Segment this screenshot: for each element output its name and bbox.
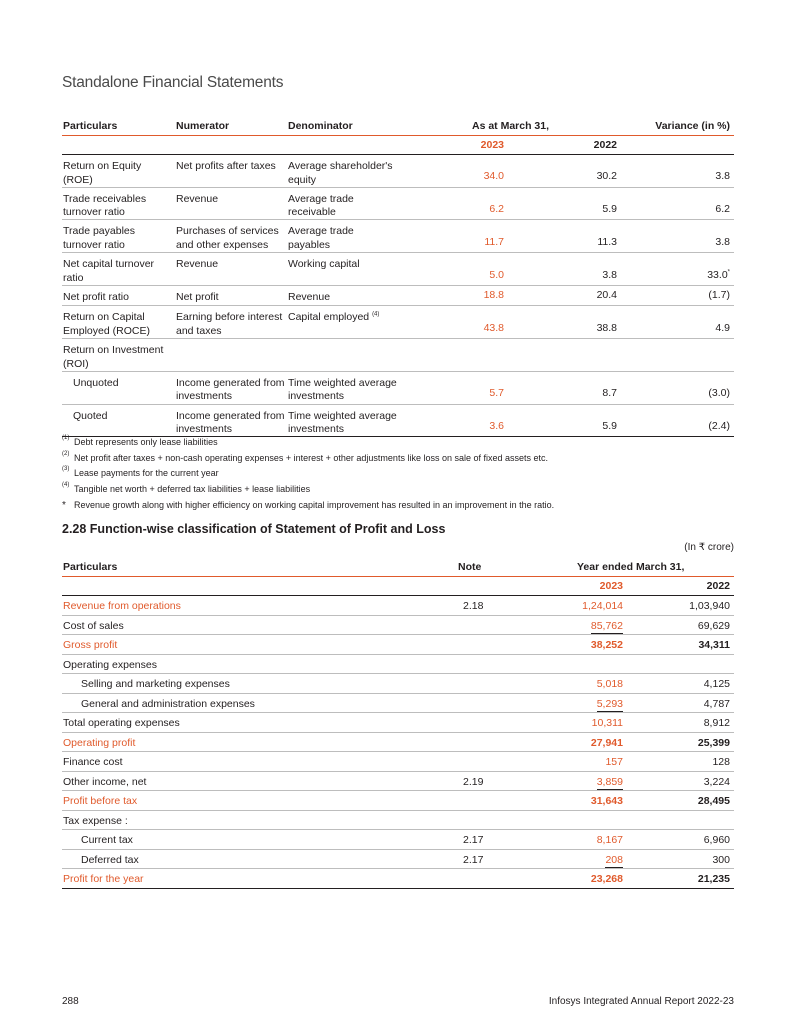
row-label: Operating profit bbox=[63, 736, 136, 749]
row-value-2022: 5.9 bbox=[602, 419, 617, 432]
report-name: Infosys Integrated Annual Report 2022-23 bbox=[548, 996, 734, 1007]
row-value-2022: 1,03,940 bbox=[689, 600, 730, 612]
table-row bbox=[62, 694, 734, 714]
row-value-2022: 300 bbox=[712, 853, 730, 866]
section-title: 2.28 Function-wise classification of Statement of Profit and Loss bbox=[62, 522, 446, 536]
header-year-2022: 2022 bbox=[593, 139, 617, 151]
table-row bbox=[62, 850, 734, 870]
row-label: Gross profit bbox=[63, 639, 118, 651]
row-value-2023: 85,762 bbox=[590, 619, 623, 632]
row-variance: 3.8 bbox=[715, 170, 730, 182]
row-particulars: Return on Capital Employed (ROCE) bbox=[63, 311, 150, 337]
table-row bbox=[62, 286, 734, 306]
row-value-2023: 5,293 bbox=[596, 697, 623, 710]
header-as-at: As at March 31, bbox=[472, 120, 550, 132]
ratios-year-row bbox=[62, 136, 734, 155]
header-variance: Variance (in %) bbox=[655, 120, 730, 132]
row-label: Operating expenses bbox=[63, 658, 157, 671]
row-numerator: Revenue bbox=[176, 192, 219, 205]
header-year-2022: 2022 bbox=[706, 580, 730, 592]
row-value-2022: 3.8 bbox=[602, 268, 617, 281]
pl-year-row bbox=[62, 577, 734, 596]
row-value-2022: 69,629 bbox=[697, 619, 730, 632]
row-value-2022: 30.2 bbox=[596, 170, 617, 182]
row-value-2023: 3,859 bbox=[596, 775, 623, 788]
footnote-mark: (4) bbox=[62, 482, 70, 489]
table-row bbox=[62, 616, 734, 636]
row-value-2023: 1,24,014 bbox=[582, 600, 623, 612]
row-value-2022: 20.4 bbox=[596, 288, 617, 301]
row-label: Selling and marketing expenses bbox=[81, 678, 230, 690]
footnote bbox=[62, 499, 734, 515]
footnote-text: Lease payments for the current year bbox=[74, 468, 219, 479]
footnote-text: Revenue growth along with higher efficiency on working capital improvement has resulted in an improvement in the ratio. bbox=[74, 499, 555, 510]
table-row bbox=[62, 596, 734, 616]
row-variance: (1.7) bbox=[708, 288, 730, 301]
row-label: Total operating expenses bbox=[63, 717, 180, 729]
row-numerator: Income generated from investments bbox=[176, 409, 285, 435]
variance-footnote-mark: * bbox=[727, 269, 730, 275]
footnote-mark: (2) bbox=[62, 450, 70, 457]
table-row bbox=[62, 339, 734, 372]
table-row bbox=[62, 869, 734, 889]
row-label: General and administration expenses bbox=[81, 697, 255, 710]
page-title: Standalone Financial Statements bbox=[62, 74, 284, 91]
row-denominator: Working capital bbox=[288, 258, 360, 270]
row-value-2022: 5.9 bbox=[602, 202, 617, 215]
row-value-2023: 43.8 bbox=[483, 321, 504, 334]
row-value-2022: 6,960 bbox=[703, 834, 730, 846]
row-value-2023: 5.7 bbox=[489, 387, 504, 399]
variance-value: 33.0 bbox=[707, 268, 728, 281]
footnote bbox=[62, 467, 734, 483]
row-numerator: Income generated from investments bbox=[176, 376, 285, 402]
row-value-2022: 8,912 bbox=[703, 717, 730, 729]
table-row bbox=[62, 253, 734, 286]
footnotes bbox=[62, 436, 734, 514]
row-particulars: Unquoted bbox=[73, 376, 119, 389]
unit-label: (In ₹ crore) bbox=[684, 542, 734, 553]
row-value-2023: 6.2 bbox=[489, 202, 504, 215]
row-value-2022: 8.7 bbox=[602, 387, 617, 399]
row-value-2023: 5.0 bbox=[489, 268, 504, 281]
footnote bbox=[62, 436, 734, 452]
header-particulars: Particulars bbox=[63, 120, 118, 132]
row-note: 2.19 bbox=[463, 775, 484, 788]
table-row bbox=[62, 674, 734, 694]
row-note: 2.17 bbox=[463, 853, 484, 866]
header-note: Note bbox=[458, 561, 482, 573]
table-row bbox=[62, 752, 734, 772]
row-value-2023: 34.0 bbox=[483, 170, 504, 182]
denominator-footnote-mark: (4) bbox=[372, 311, 380, 318]
pl-header-row bbox=[62, 556, 734, 577]
row-label: Tax expense : bbox=[63, 814, 128, 827]
row-variance: (3.0) bbox=[708, 387, 730, 399]
row-numerator: Net profit bbox=[176, 291, 219, 303]
table-row bbox=[62, 372, 734, 405]
row-particulars: Trade payables turnover ratio bbox=[63, 225, 135, 251]
table-row bbox=[62, 635, 734, 655]
table-row bbox=[62, 220, 734, 253]
ratios-table bbox=[62, 115, 734, 437]
header-particulars: Particulars bbox=[63, 561, 118, 573]
table-row bbox=[62, 733, 734, 753]
footnote-mark: (3) bbox=[62, 466, 70, 473]
footnote-mark: (1) bbox=[62, 435, 70, 441]
row-numerator: Revenue bbox=[176, 258, 219, 270]
row-label: Profit before tax bbox=[63, 795, 138, 807]
row-denominator: Average trade receivable bbox=[288, 192, 354, 218]
row-particulars: Return on Equity (ROE) bbox=[63, 160, 142, 186]
footnote-text: Net profit after taxes + non-cash operating expenses + interest + other adjustments like loss on sale of fixed assets etc. bbox=[74, 452, 549, 463]
row-label: Cost of sales bbox=[63, 619, 124, 632]
row-variance: 4.9 bbox=[715, 321, 730, 334]
header-year-ended: Year ended March 31, bbox=[577, 561, 685, 573]
row-value-2022: 34,311 bbox=[698, 639, 730, 651]
row-value-2022: 128 bbox=[712, 756, 730, 768]
profit-loss-table bbox=[62, 556, 734, 889]
row-variance bbox=[707, 269, 730, 283]
row-value-2022: 4,787 bbox=[703, 697, 730, 710]
table-row bbox=[62, 772, 734, 792]
row-value-2023: 10,311 bbox=[591, 717, 623, 729]
footnote-mark: * bbox=[62, 499, 66, 511]
row-particulars: Net profit ratio bbox=[63, 291, 129, 303]
row-value-2023: 23,268 bbox=[590, 873, 623, 885]
row-denominator: Time weighted average investments bbox=[288, 376, 397, 402]
row-variance: 6.2 bbox=[715, 202, 730, 215]
row-value-2023: 38,252 bbox=[590, 639, 623, 651]
table-row bbox=[62, 713, 734, 733]
row-value-2022: 25,399 bbox=[697, 736, 730, 749]
row-value-2022: 11.3 bbox=[597, 235, 617, 248]
row-value-2022: 38.8 bbox=[596, 321, 617, 334]
row-particulars: Trade receivables turnover ratio bbox=[63, 192, 147, 218]
table-row bbox=[62, 155, 734, 188]
footnote-text: Debt represents only lease liabilities bbox=[74, 437, 218, 447]
row-denominator: Revenue bbox=[288, 291, 331, 303]
footnote-text: Tangible net worth + deferred tax liabilities + lease liabilities bbox=[74, 484, 311, 495]
row-value-2023: 27,941 bbox=[590, 736, 623, 749]
row-label: Deferred tax bbox=[81, 853, 139, 866]
row-label: Other income, net bbox=[63, 775, 147, 788]
row-note: 2.18 bbox=[463, 600, 484, 612]
table-row bbox=[62, 405, 734, 438]
row-value-2022: 4,125 bbox=[703, 678, 730, 690]
row-numerator: Purchases of services and other expenses bbox=[176, 225, 279, 251]
row-label: Finance cost bbox=[63, 756, 123, 768]
row-denominator: Time weighted average investments bbox=[288, 409, 397, 435]
page-number: 288 bbox=[62, 996, 79, 1007]
table-row bbox=[62, 811, 734, 831]
row-particulars: Quoted bbox=[73, 409, 108, 422]
row-denominator bbox=[288, 311, 398, 325]
table-row bbox=[62, 830, 734, 850]
row-variance: (2.4) bbox=[708, 419, 730, 432]
row-particulars: Return on Investment (ROI) bbox=[63, 344, 164, 370]
row-value-2023: 8,167 bbox=[596, 834, 623, 846]
row-value-2022: 3,224 bbox=[703, 775, 730, 788]
footnote bbox=[62, 452, 734, 468]
row-value-2023: 3.6 bbox=[489, 419, 504, 432]
table-row bbox=[62, 306, 734, 339]
row-value-2023: 208 bbox=[605, 853, 623, 866]
denominator-text: Capital employed bbox=[288, 311, 370, 323]
row-value-2023: 5,018 bbox=[596, 678, 623, 690]
footnote bbox=[62, 483, 734, 499]
table-row bbox=[62, 188, 734, 221]
row-label: Revenue from operations bbox=[63, 600, 181, 612]
row-denominator: Average shareholder's equity bbox=[288, 160, 393, 186]
row-value-2022: 21,235 bbox=[697, 873, 730, 885]
row-note: 2.17 bbox=[463, 834, 484, 846]
table-row bbox=[62, 791, 734, 811]
row-numerator: Earning before interest and taxes bbox=[176, 311, 283, 337]
row-value-2022: 28,495 bbox=[697, 795, 730, 807]
row-value-2023: 157 bbox=[605, 756, 623, 768]
row-denominator: Average trade payables bbox=[288, 225, 354, 251]
row-value-2023: 18.8 bbox=[483, 288, 504, 301]
table-row bbox=[62, 655, 734, 675]
row-label: Current tax bbox=[81, 834, 133, 846]
header-denominator: Denominator bbox=[288, 120, 353, 132]
header-year-2023: 2023 bbox=[599, 580, 623, 592]
header-year-2023: 2023 bbox=[480, 139, 504, 151]
row-numerator: Net profits after taxes bbox=[176, 160, 276, 172]
header-numerator: Numerator bbox=[176, 120, 230, 132]
row-variance: 3.8 bbox=[715, 235, 730, 248]
row-label: Profit for the year bbox=[63, 873, 144, 885]
row-value-2023: 31,643 bbox=[590, 795, 623, 807]
ratios-header-row bbox=[62, 115, 734, 136]
row-value-2023: 11.7 bbox=[484, 235, 504, 248]
row-particulars: Net capital turnover ratio bbox=[63, 258, 155, 284]
